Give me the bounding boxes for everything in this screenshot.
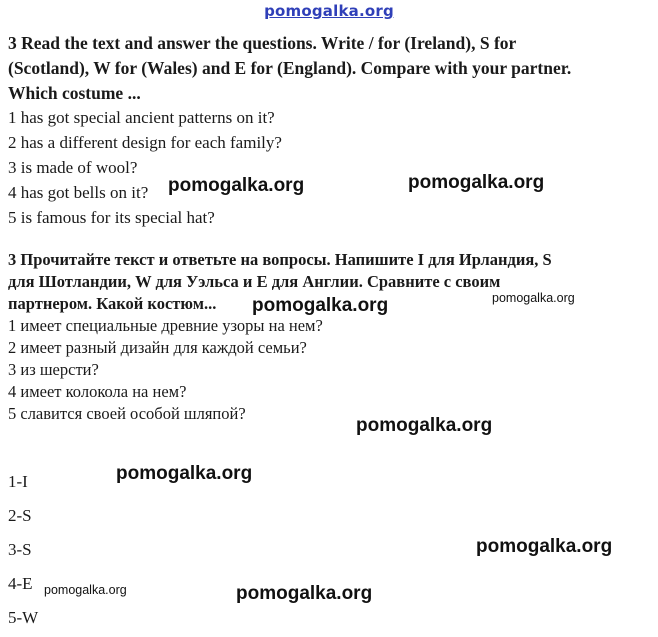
site-header-link[interactable]: pomogalka.org	[264, 2, 394, 20]
russian-heading-line: 3 Прочитайте текст и ответьте на вопросы. Напишите I для Ирландия, S	[8, 250, 552, 269]
english-question: 5 is famous for its special hat?	[8, 208, 215, 227]
answer-item: 4-E	[8, 574, 33, 593]
answer-item: 5-W	[8, 608, 39, 627]
watermark: pomogalka.org	[476, 536, 613, 557]
watermark: pomogalka.org	[236, 583, 373, 604]
watermark: pomogalka.org	[116, 463, 253, 484]
watermark: pomogalka.org	[44, 583, 127, 597]
english-heading-line: Which costume ...	[8, 83, 141, 103]
watermark: pomogalka.org	[356, 415, 493, 436]
russian-question: 4 имеет колокола на нем?	[8, 382, 187, 401]
watermark: pomogalka.org	[168, 175, 305, 196]
russian-question: 5 славится своей особой шляпой?	[8, 404, 246, 423]
english-question: 2 has a different design for each family?	[8, 133, 282, 152]
russian-heading-line: для Шотландии, W для Уэльса и E для Англии. Сравните с своим	[8, 272, 501, 291]
russian-question: 2 имеет разный дизайн для каждой семьи?	[8, 338, 307, 357]
answer-item: 1-I	[8, 472, 28, 491]
english-question: 1 has got special ancient patterns on it?	[8, 108, 275, 127]
english-heading-line: 3 Read the text and answer the questions. Write / for (Ireland), S for	[8, 33, 517, 53]
watermark: pomogalka.org	[492, 291, 575, 305]
answer-item: 2-S	[8, 506, 32, 525]
russian-question: 1 имеет специальные древние узоры на нем?	[8, 316, 323, 335]
russian-heading-line: партнером. Какой костюм...	[8, 294, 217, 313]
watermark: pomogalka.org	[408, 172, 545, 193]
english-question: 3 is made of wool?	[8, 158, 138, 177]
watermark: pomogalka.org	[252, 295, 389, 316]
answer-item: 3-S	[8, 540, 32, 559]
english-heading-line: (Scotland), W for (Wales) and E for (England). Compare with your partner.	[8, 58, 572, 78]
russian-question: 3 из шерсти?	[8, 360, 99, 379]
english-question: 4 has got bells on it?	[8, 183, 149, 202]
